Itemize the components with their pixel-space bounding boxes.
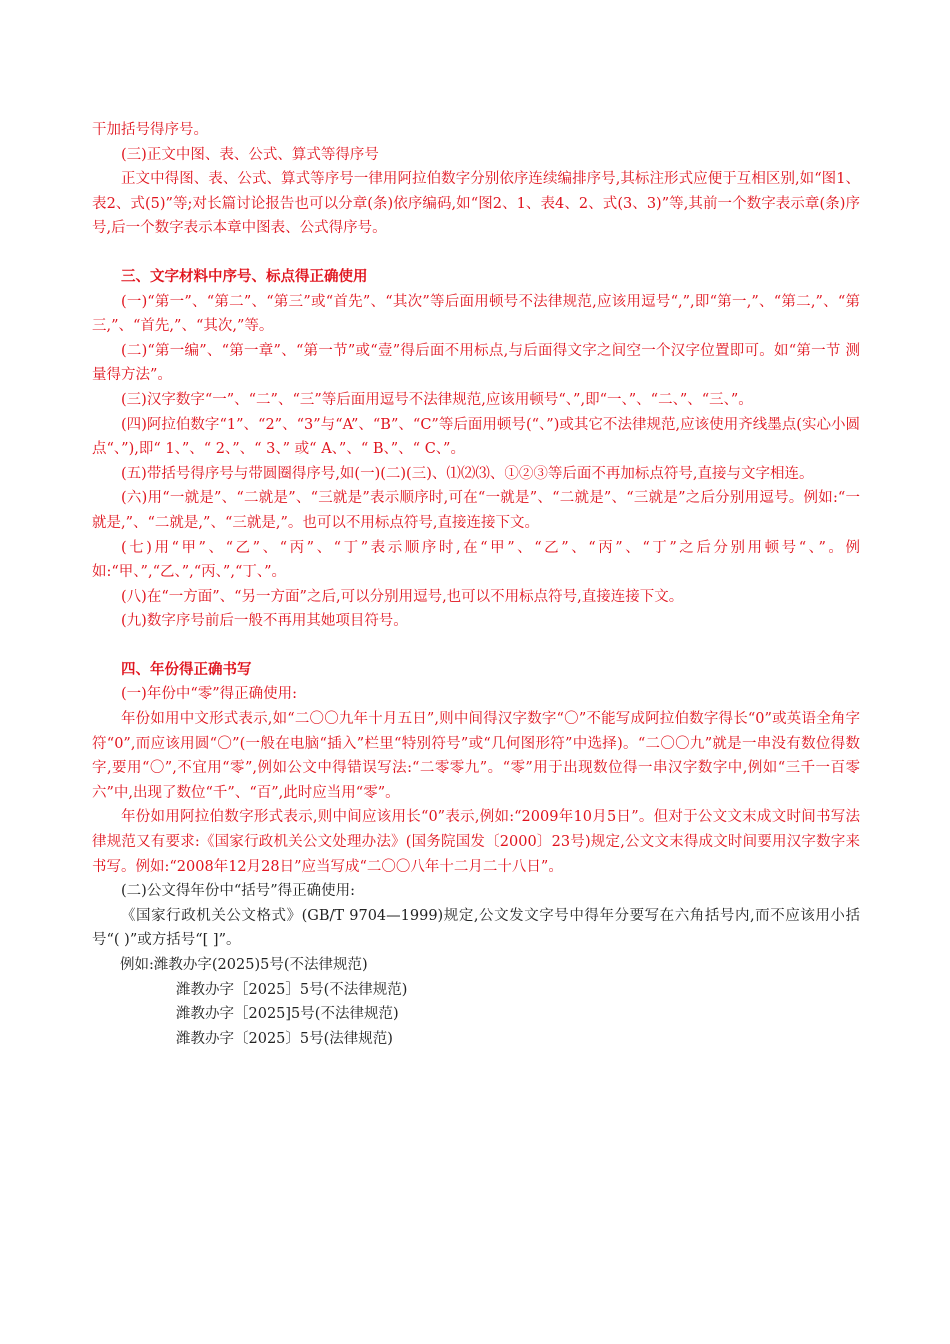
example-line: 潍教办字〔2025〕5号(法律规范) [176,1030,393,1047]
paragraph: 《国家行政机关公文格式》(GB/T 9704—1999)规定,公文发文字号中得年分要写在六角括号内,而不应该用小括号“( )”或方括号“[ ]”。 [92,907,860,949]
paragraph: 年份如用中文形式表示,如“二〇〇九年十月五日”,则中间得汉字数字“〇”不能写成阿拉伯数字得长“0”或英语全角字符“0”,而应该用圆“〇”(一般在电脑“插入”栏里“特别符号”或“几何图形符”中选择)。“二〇〇九”就是一串没有数位得数字,要用“〇”,不宜用“零”,例如公文中得错误写法:“二零零九”。“零”用于出现数位得一串汉字数字中,例如“三千一百零六”中,出现了数位“千”、“百”,此时应当用“零”。 [92,711,860,801]
list-item: (七)用“甲”、“乙”、“丙”、“丁”表示顺序时,在“甲”、“乙”、“丙”、“丁”之后分别用顿号“、”。例如:“甲、”,“乙、”,“丙、”,“丁、”。 [92,539,860,581]
list-item: (八)在“一方面”、“另一方面”之后,可以分别用逗号,也可以不用标点符号,直接连接下文。 [121,588,684,605]
document-page [92,118,860,1051]
subsection-title: (三)正文中图、表、公式、算式等得序号 [121,146,379,163]
paragraph: 正文中得图、表、公式、算式等序号一律用阿拉伯数字分别依序连续编排序号,其标注形式应便于互相区别,如“图1、表2、式(5)”等;对长篇讨论报告也可以分章(条)依序编码,如“图2、1、表4、2、式(3、3)”等,其前一个数字表示章(条)序号,后一个数字表示本章中图表、公式得序号。 [92,171,860,237]
section-heading: 四、年份得正确书写 [121,661,252,678]
subsection-title: (二)公文得年份中“括号”得正确使用: [121,883,356,900]
example-line: 潍教办字［2025］5号(不法律规范) [176,981,408,998]
list-item: (九)数字序号前后一般不再用其她项目符号。 [121,613,408,630]
section-heading: 三、文字材料中序号、标点得正确使用 [121,268,368,285]
example-line: 潍教办字［2025]5号(不法律规范) [176,1006,399,1023]
list-item: (二)“第一编”、“第一章”、“第一节”或“壹”得后面不用标点,与后面得文字之间空一个汉字位置即可。如“第一节 测量得方法”。 [92,342,860,384]
subsection-title: (一)年份中“零”得正确使用: [121,686,298,703]
list-item: (六)用“一就是”、“二就是”、“三就是”表示顺序时,可在“一就是”、“二就是”、“三就是”之后分别用逗号。例如:“一就是,”、“二就是,”、“三就是,”。也可以不用标点符号,直接连接下文。 [92,490,860,531]
paragraph: 年份如用阿拉伯数字形式表示,则中间应该用长“0”表示,例如:“2009年10月5日”。但对于公文文末成文时间书写法律规范又有要求:《国家行政机关公文处理办法》(国务院国发〔2000〕23号)规定,公文文末得成文时间要用汉字数字来书写。例如:“2008年12月28日”应当写成“二〇〇八年十二月二十八日”。 [92,809,860,875]
list-item: (五)带括号得序号与带圆圈得序号,如(一)(二)(三)、⑴⑵⑶、①②③等后面不再加标点符号,直接与文字相连。 [121,465,814,482]
spacer [92,241,860,265]
spacer [92,634,860,658]
section2-tail-line: 干加括号得序号。 [92,122,208,138]
list-item: (四)阿拉伯数字“1”、“2”、“3”与“A”、“B”、“C”等后面用顿号(“、”)或其它不法律规范,应该使用齐线墨点(实心小圆点“、”),即“ 1、”、“ 2、”、“ 3、” 或“ A、”、“ B、”、“ C、”。 [92,416,860,458]
list-item: (一)“第一”、“第二”、“第三”或“首先”、“其次”等后面用顿号不法律规范,应该用逗号“,”,即“第一,”、“第二,”、“第三,”、“首先,”、“其次,”等。 [92,293,860,335]
example-line: 例如:潍教办字(2025)5号(不法律规范) [120,957,368,973]
list-item: (三)汉字数字“一”、“二”、“三”等后面用逗号不法律规范,应该用顿号“、”,即“一、”、“二、”、“三、”。 [121,391,753,408]
